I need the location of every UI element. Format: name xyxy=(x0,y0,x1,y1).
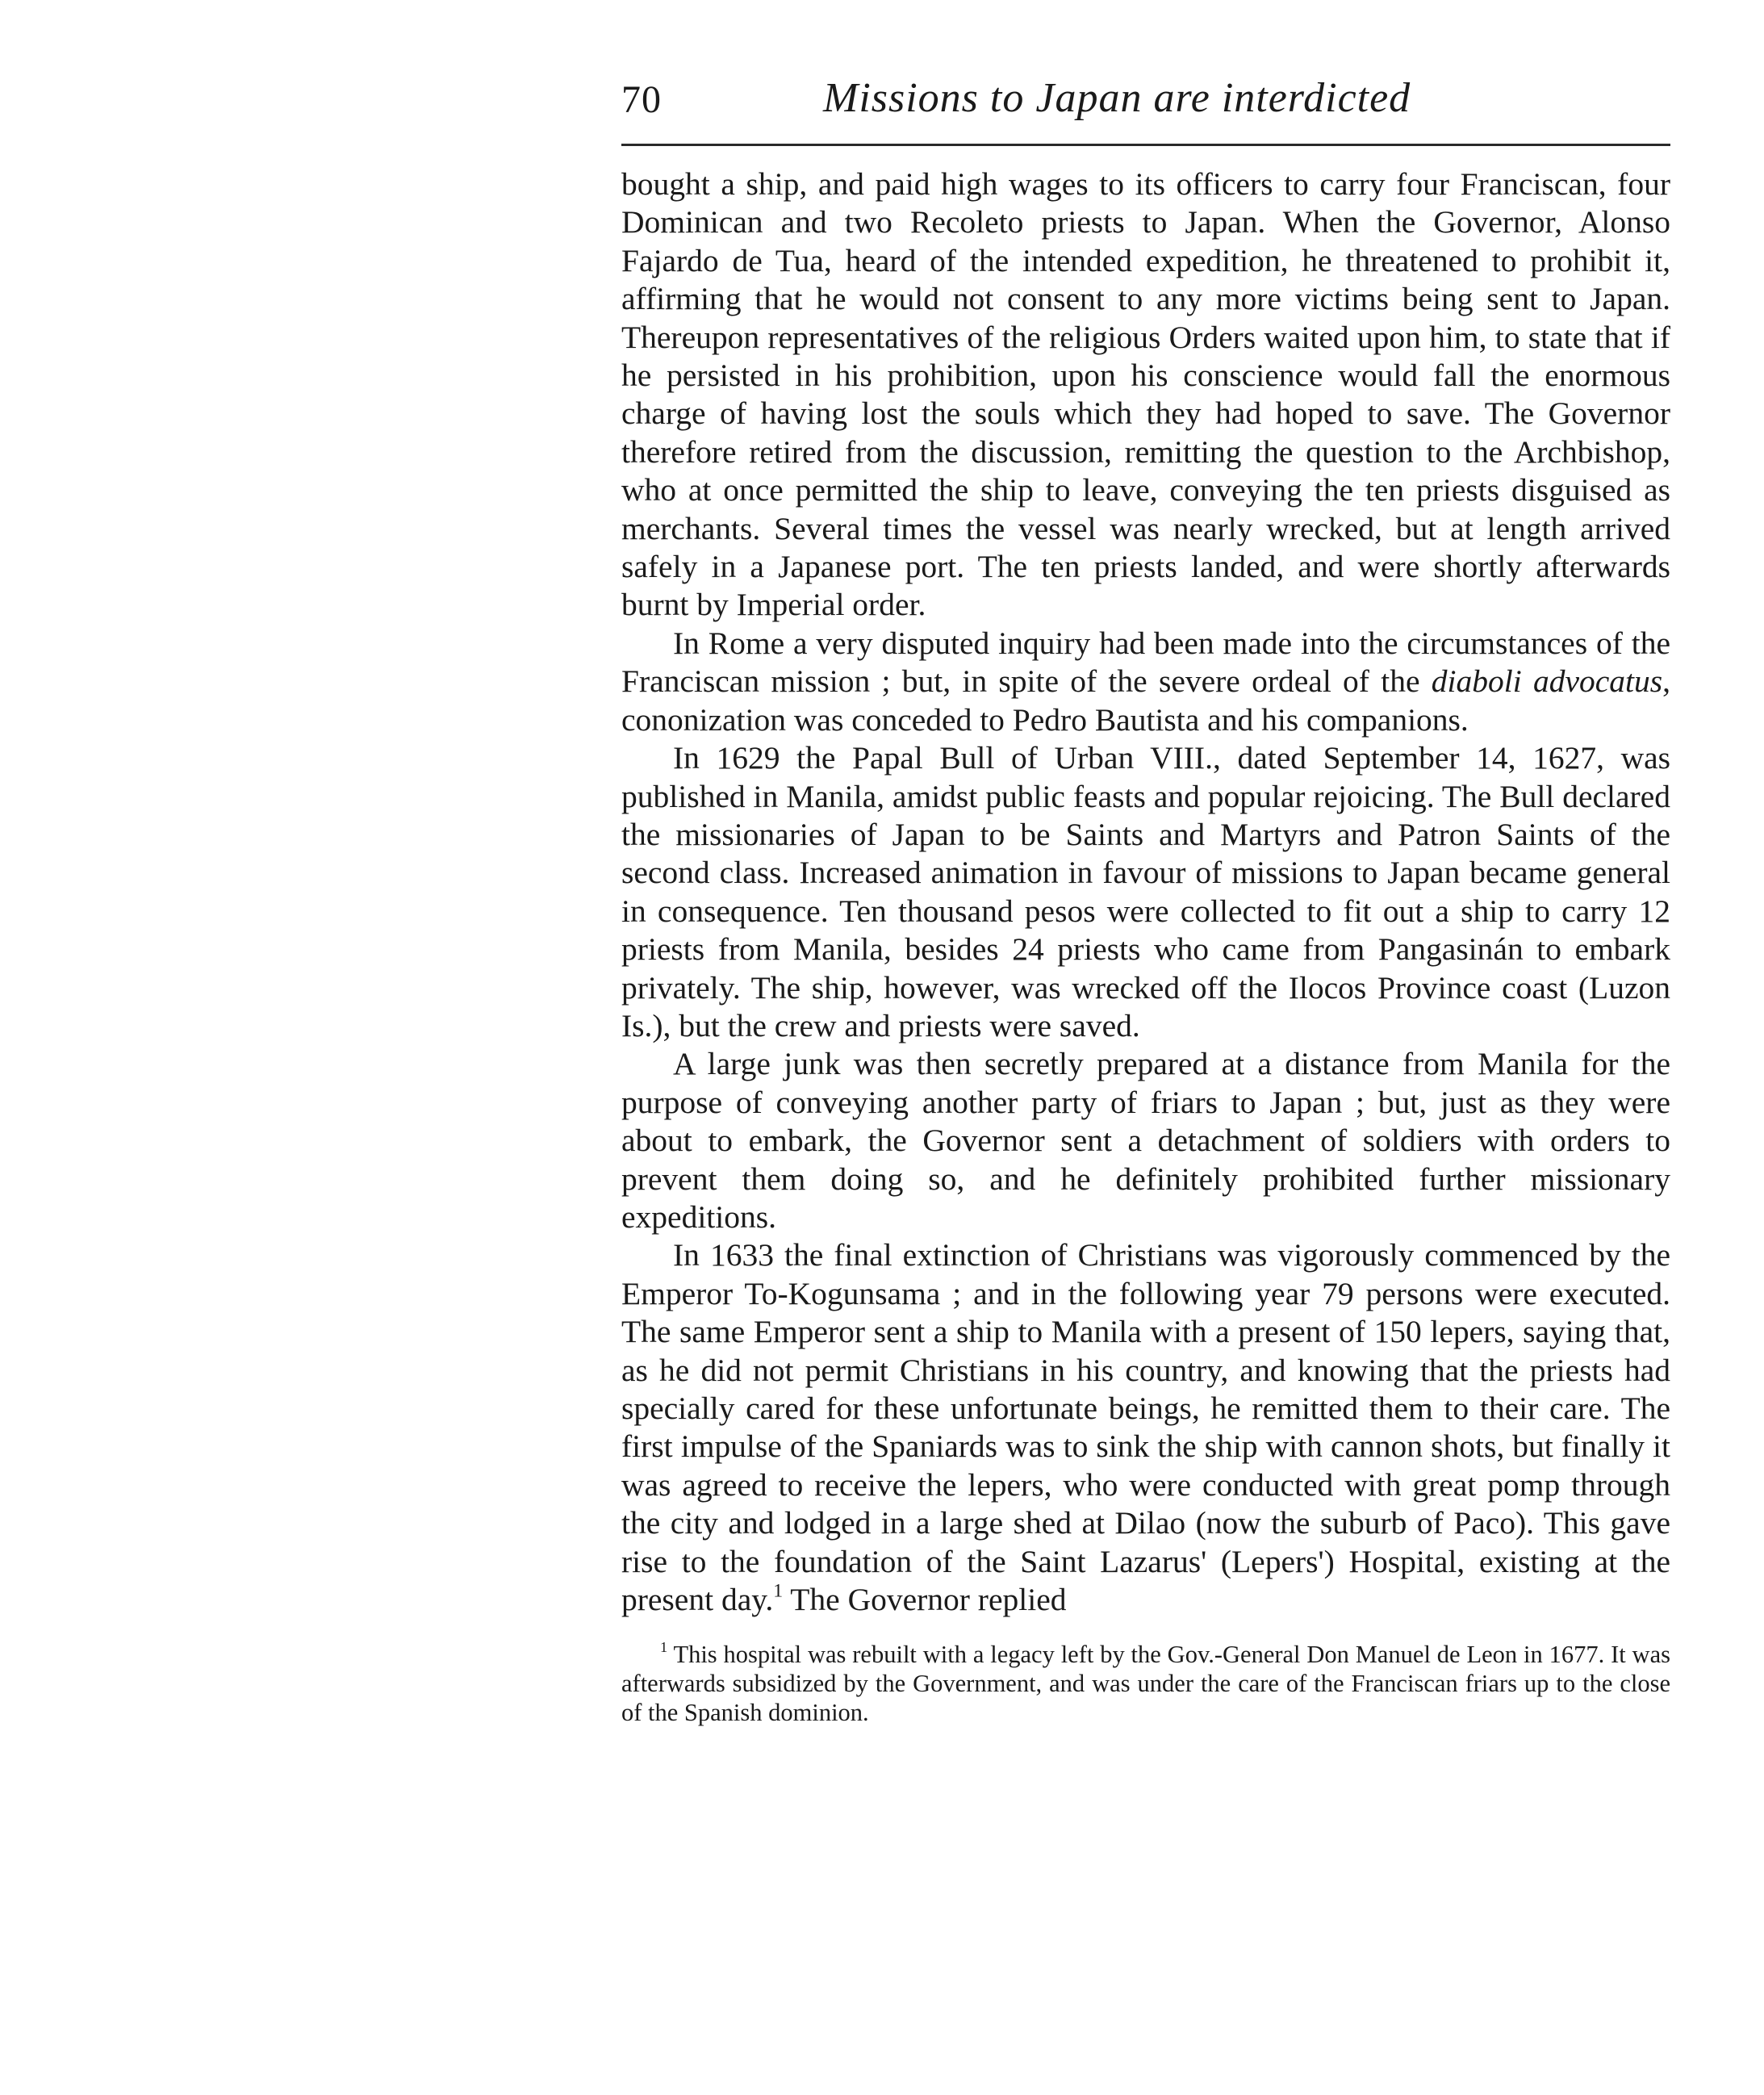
paragraph-5-text-b: The Governor replied xyxy=(783,1582,1067,1618)
footnote-reference[interactable]: 1 xyxy=(773,1580,784,1602)
footnotes xyxy=(621,1640,1670,1727)
body-text xyxy=(621,165,1670,1619)
paragraph-4: A large junk was then secretly prepared at a distance from Manila for the purpose of conveying another party of friars to Japan ; but, just as they were about to embark, the Governor sent a detachment of soldiers with orders to prevent them doing so, and he definitely prohibited further missionary expeditions. xyxy=(621,1046,1670,1235)
paragraph-2-text-b: , cononization was conceded to Pedro Bautista and his companions. xyxy=(621,663,1670,738)
footnote-text: This hospital was rebuilt with a legacy left by the Gov.-General Don Manuel de Leon in 1677. It was afterwards subsidized by the Government, and was under the care of the Franciscan friars up to the close of the Spanish dominion. xyxy=(621,1641,1670,1727)
paragraph-2-text-a: In Rome a very disputed inquiry had been made into the circumstances of the Franciscan mission ; but, in spite of the severe ordeal of the xyxy=(621,625,1670,700)
paragraph-5-text-a: In 1633 the final extinction of Christians was vigorously commenced by the Emperor To-Kogunsama ; and in the following year 79 persons were executed. The same Emperor sent a ship to Manila with a present of 150 lepers, saying that, as he did not permit Christians in his country, and knowing that the priests had specially cared for these unfortunate beings, he remitted them to their care. The first impulse of the Spaniards was to sink the ship with cannon shots, but finally it was agreed to receive the lepers, who were conducted with great pomp through the city and lodged in a large shed at Dilao (now the suburb of Paco). This gave rise to the foundation of the Saint Lazarus' (Lepers') Hospital, existing at the present day. xyxy=(621,1237,1670,1618)
header-rule xyxy=(621,144,1670,146)
footnote-1 xyxy=(621,1640,1670,1727)
footnote-marker: 1 xyxy=(660,1639,668,1656)
paragraph-2-italic: diaboli advocatus xyxy=(1431,663,1663,700)
paragraph-1: bought a ship, and paid high wages to its officers to carry four Franciscan, four Dominican and two Recoleto priests to Japan. When the Governor, Alonso Fajardo de Tua, heard of the intended expedition, he threatened to prohibit it, affirming that he would not consent to any more victims being sent to Japan. Thereupon representatives of the religious Orders waited upon him, to state that if he persisted in his prohibition, upon his conscience would fall the enormous charge of having lost the souls which they had hoped to save. The Governor therefore retired from the discussion, remitting the question to the Archbishop, who at once permitted the ship to leave, conveying the ten priests disguised as merchants. Several times the vessel was nearly wrecked, but at length arrived safely in a Japanese port. The ten priests landed, and were shortly afterwards burnt by Imperial order. xyxy=(621,166,1670,623)
page xyxy=(621,73,1670,1727)
page-number: 70 xyxy=(621,78,662,121)
running-head xyxy=(621,73,1670,137)
running-title: Missions to Japan are interdicted xyxy=(823,75,1411,121)
paragraph-3: In 1629 the Papal Bull of Urban VIII., dated September 14, 1627, was published in Manila, amidst public feasts and popular rejoicing. The Bull declared the missionaries of Japan to be Saints and Martyrs and Patron Saints of the second class. Increased animation in favour of missions to Japan became general in consequence. Ten thousand pesos were collected to fit out a ship to carry 12 priests from Manila, besides 24 priests who came from Pangasinán to embark privately. The ship, however, was wrecked off the Ilocos Province coast (Luzon Is.), but the crew and priests were saved. xyxy=(621,740,1670,1043)
paragraph-5 xyxy=(621,1236,1670,1619)
paragraph-2 xyxy=(621,625,1670,739)
